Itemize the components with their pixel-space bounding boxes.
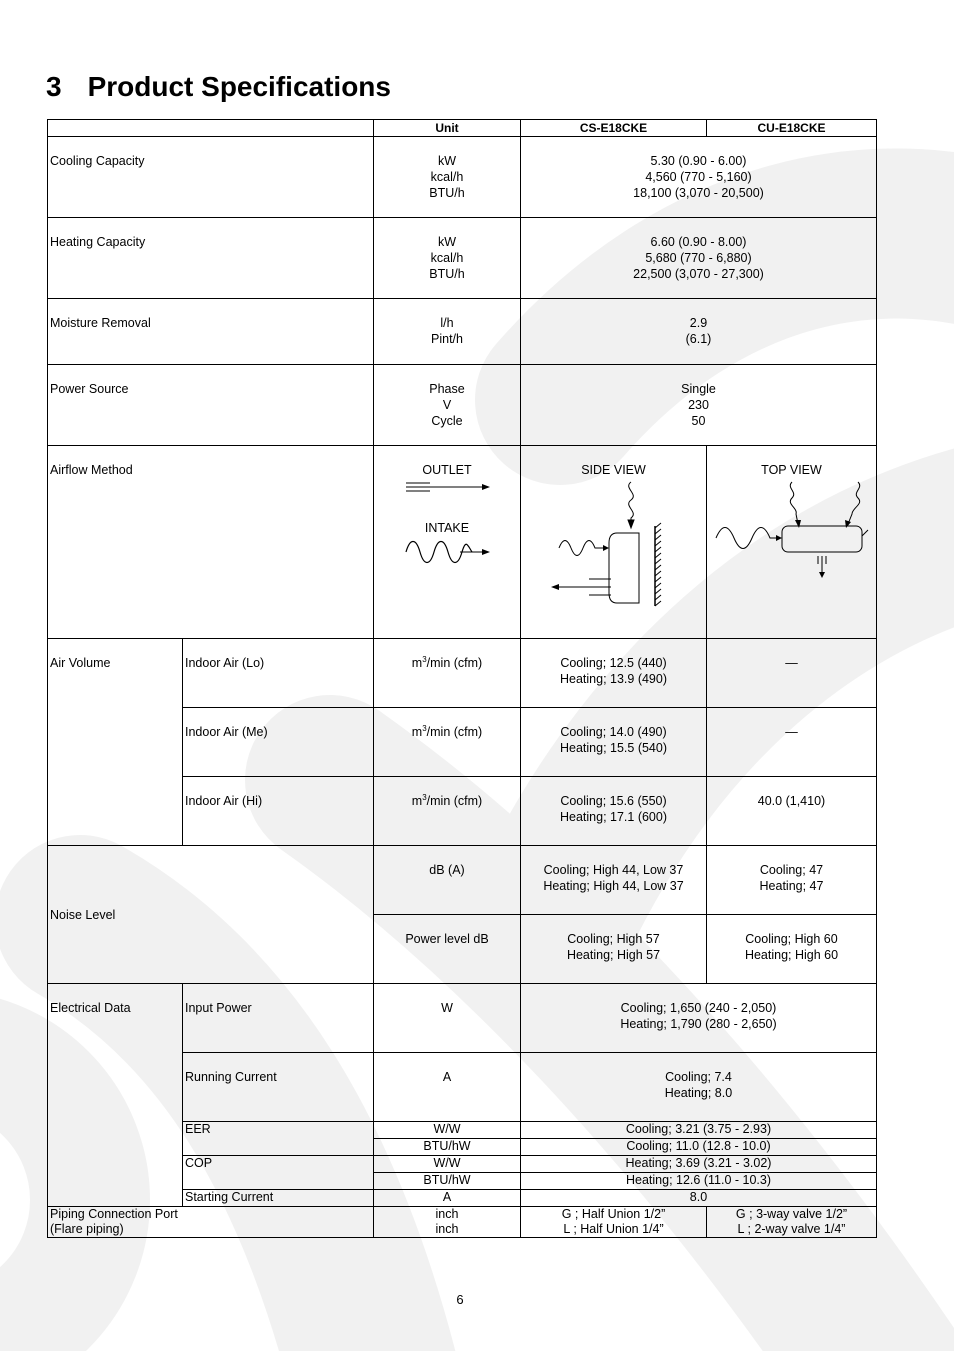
page-title (46, 71, 391, 103)
outlet-arrow-icon (402, 478, 492, 498)
heating-capacity-values: 6.60 (0.90 - 8.00) 5,680 (770 - 6,880) 22,500 (3,070 - 27,300) (633, 235, 764, 281)
noise-db-unit: dB (A) (374, 846, 521, 915)
electrical-data-label: Electrical Data (48, 984, 183, 1207)
piping-label: Piping Connection Port (Flare piping) (50, 1207, 178, 1236)
noise-power-indoor: Cooling; High 57 Heating; High 57 (566, 932, 661, 962)
section-number: 3 (46, 71, 62, 102)
starting-current-value: 8.0 (521, 1190, 877, 1207)
eer-value-ww: Cooling; 3.21 (3.75 - 2.93) (521, 1122, 877, 1139)
top-view-cell (707, 446, 877, 639)
eer-unit-btu: BTU/hW (374, 1139, 521, 1156)
row-noise-db (48, 846, 877, 915)
header-indoor-model: CS-E18CKE (521, 120, 707, 137)
row-heating-capacity (48, 218, 877, 299)
section-title: Product Specifications (87, 71, 391, 102)
row-moisture-removal (48, 299, 877, 365)
row-piping (48, 1207, 877, 1238)
heating-capacity-units: kW kcal/h BTU/h (429, 235, 465, 281)
side-view-diagram-icon (549, 478, 679, 613)
row-cooling-capacity (48, 137, 877, 218)
running-current-value: Cooling; 7.4 Heating; 8.0 (664, 1070, 733, 1100)
noise-db-outdoor: Cooling; 47 Heating; 47 (759, 863, 824, 893)
header-outdoor-model: CU-E18CKE (707, 120, 877, 137)
side-view-label: SIDE VIEW (581, 463, 646, 477)
air-volume-lo-outdoor: — (707, 639, 877, 708)
cop-value-ww: Heating; 3.69 (3.21 - 3.02) (521, 1156, 877, 1173)
input-power-value: Cooling; 1,650 (240 - 2,050) Heating; 1,790 (280 - 2,650) (620, 1001, 777, 1031)
header-blank (48, 120, 374, 137)
noise-power-unit: Power level dB (374, 915, 521, 984)
air-volume-lo-label: Indoor Air (Lo) (183, 639, 374, 708)
spec-table (47, 119, 877, 1238)
airflow-legend (374, 446, 521, 639)
header-unit: Unit (374, 120, 521, 137)
row-power-source (48, 365, 877, 446)
row-input-power (48, 984, 877, 1053)
air-volume-me-unit: $m^3/\min$ (cfm) (374, 708, 521, 777)
outlet-label: OUTLET (422, 463, 472, 477)
top-view-diagram-icon (712, 478, 872, 578)
cooling-capacity-units: kW kcal/h BTU/h (429, 154, 465, 200)
moisture-removal-label: Moisture Removal (48, 299, 374, 365)
air-volume-label: Air Volume (48, 639, 183, 846)
running-current-unit: A (374, 1053, 521, 1122)
air-volume-hi-unit: $m^3/\min$ (cfm) (374, 777, 521, 846)
cooling-capacity-label: Cooling Capacity (48, 137, 374, 218)
noise-level-label: Noise Level (48, 846, 374, 984)
power-source-units: Phase V Cycle (429, 382, 465, 428)
row-air-volume-lo (48, 639, 877, 708)
input-power-unit: W (374, 984, 521, 1053)
eer-value-btu: Cooling; 11.0 (12.8 - 10.0) (521, 1139, 877, 1156)
intake-label: INTAKE (424, 521, 470, 535)
starting-current-label: Starting Current (183, 1190, 374, 1207)
eer-unit-ww: W/W (374, 1122, 521, 1139)
air-volume-lo-indoor: Cooling; 12.5 (440) Heating; 13.9 (490) (559, 656, 667, 686)
air-volume-hi-outdoor: 40.0 (1,410) (707, 777, 877, 846)
cooling-capacity-values: 5.30 (0.90 - 6.00) 4,560 (770 - 5,160) 18,100 (3,070 - 20,500) (633, 154, 764, 200)
top-view-label: TOP VIEW (761, 463, 822, 477)
eer-label: EER (183, 1122, 374, 1156)
air-volume-me-label: Indoor Air (Me) (183, 708, 374, 777)
moisture-removal-units: l/h Pint/h (431, 316, 463, 346)
cop-label: COP (183, 1156, 374, 1190)
noise-db-indoor: Cooling; High 44, Low 37 Heating; High 44, Low 37 (543, 863, 684, 893)
power-source-label: Power Source (48, 365, 374, 446)
air-volume-lo-unit: $m^3/\min$ (cfm) (374, 639, 521, 708)
running-current-label: Running Current (183, 1053, 374, 1122)
header-row (48, 120, 877, 137)
side-view-cell (521, 446, 707, 639)
cop-unit-btu: BTU/hW (374, 1173, 521, 1190)
air-volume-me-outdoor: — (707, 708, 877, 777)
piping-outdoor: G ; 3-way valve 1/2” L ; 2-way valve 1/4” (735, 1207, 848, 1236)
cop-value-btu: Heating; 12.6 (11.0 - 10.3) (521, 1173, 877, 1190)
moisture-removal-values: 2.9 (6.1) (685, 316, 712, 346)
air-volume-hi-indoor: Cooling; 15.6 (550) Heating; 17.1 (600) (559, 794, 667, 824)
piping-units: inch inch (435, 1207, 459, 1236)
air-volume-me-indoor: Cooling; 14.0 (490) Heating; 15.5 (540) (559, 725, 667, 755)
air-volume-hi-label: Indoor Air (Hi) (183, 777, 374, 846)
intake-wave-icon (402, 536, 492, 568)
input-power-label: Input Power (183, 984, 374, 1053)
row-airflow-method (48, 446, 877, 639)
page-number: 6 (456, 1292, 464, 1307)
starting-current-unit: A (374, 1190, 521, 1207)
power-source-values: Single 230 50 (681, 382, 716, 428)
cop-unit-ww: W/W (374, 1156, 521, 1173)
heating-capacity-label: Heating Capacity (48, 218, 374, 299)
piping-indoor: G ; Half Union 1/2” L ; Half Union 1/4” (561, 1207, 666, 1236)
airflow-method-label: Airflow Method (48, 446, 374, 639)
noise-power-outdoor: Cooling; High 60 Heating; High 60 (744, 932, 839, 962)
